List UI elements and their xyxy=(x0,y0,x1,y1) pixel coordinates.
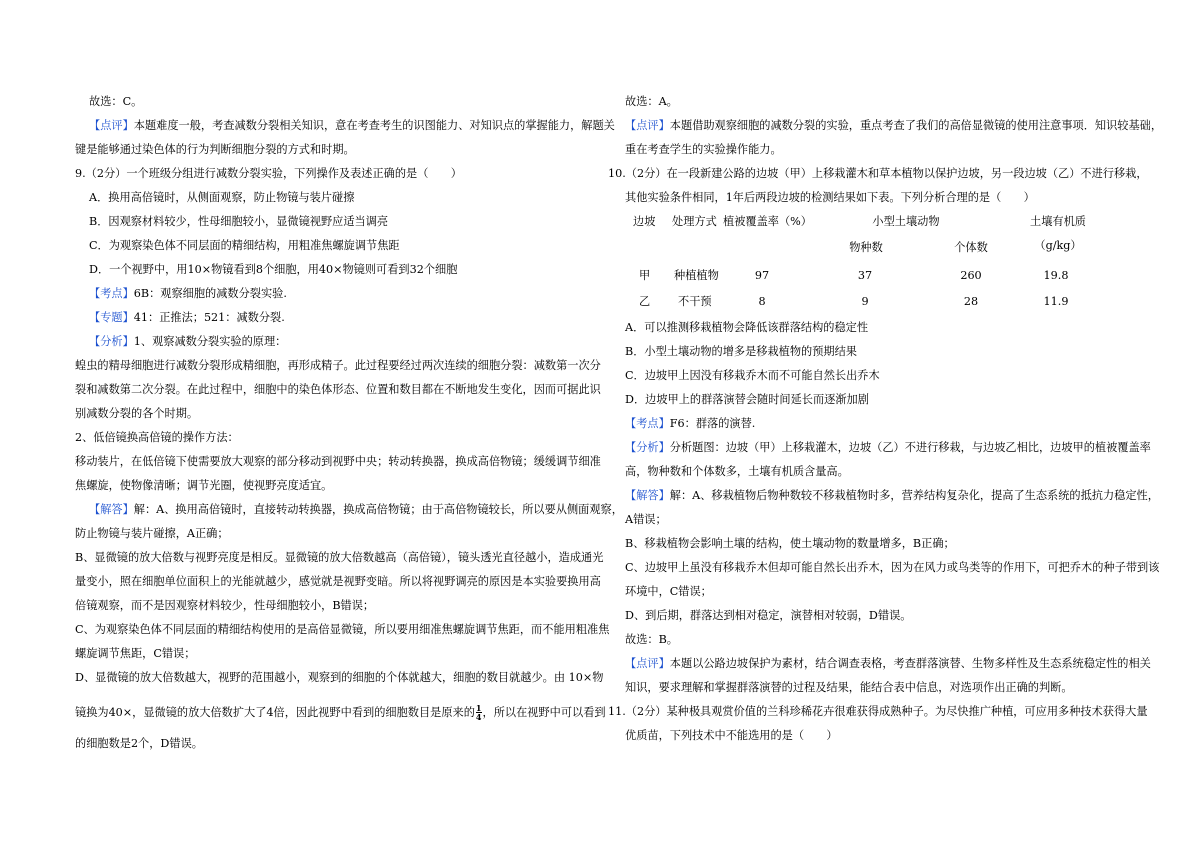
comment-tag: 【点评】 xyxy=(89,119,134,132)
comment-text: 本题借助观察细胞的减数分裂的实验，重点考查了我们的高倍显微镜的使用注意事项．知识较基础， xyxy=(669,119,1163,132)
table-row-1-method: 种植植物 xyxy=(674,269,719,282)
analysis-para-1: 高，物种数和个体数多，土壤有机质含量高。 xyxy=(625,465,849,478)
question-9-option-b: B．因观察材料较少，性母细胞较小，显微镜视野应适当调亮 xyxy=(89,215,389,228)
analysis-para-5: 移动装片，在低倍镜下使需要放大观察的部分移动到视野中央；转动转换器，换成高倍物镜；缓缓调节细准 xyxy=(75,455,601,468)
answer-line-2: 故选：B。 xyxy=(625,633,678,646)
question-11-stem-2: 优质苗，下列技术中不能选用的是（ ） xyxy=(625,729,838,742)
topic-tag: 【专题】 xyxy=(89,311,134,324)
comment-line-2: 键是能够通过染色体的行为判断细胞分裂的方式和时期。 xyxy=(75,143,355,156)
review-para-1: 知识，要求理解和掌握群落演替的过程及结果，能结合表中信息，对选项作出正确的判断。 xyxy=(625,681,1073,694)
question-9-stem: 9.（2分）一个班级分组进行减数分裂实验，下列操作及表述正确的是（ ） xyxy=(75,167,462,180)
question-10-option-a: A．可以推测移栽植物会降低该群落结构的稳定性 xyxy=(625,321,869,334)
answer-line: 故选：A。 xyxy=(625,95,678,108)
review-text: 本题以公路边坡保护为素材，结合调查表格，考查群落演替、生物多样性及生态系统稳定性的相关 xyxy=(669,657,1151,670)
solution-text: 解：A、换用高倍镜时，直接转动转换器，换成高倍物镜；由于高倍物镜较长，所以要从侧面观察， xyxy=(133,503,623,516)
analysis-text: 分析题图：边坡（甲）上移栽灌木，边坡（乙）不进行移栽，与边坡乙相比，边坡甲的植被覆盖率 xyxy=(669,441,1151,454)
knowledge-point-tag: 【考点】 xyxy=(625,417,670,430)
fraction-denominator: 4 xyxy=(475,712,482,722)
comment-line xyxy=(89,118,615,134)
comment-line-2: 重在考查学生的实验操作能力。 xyxy=(625,143,782,156)
comment-text: 本题难度一般，考查减数分裂相关知识，意在考查考生的识图能力、对知识点的掌握能力，解题关 xyxy=(133,119,615,132)
knowledge-point-line xyxy=(625,416,755,432)
knowledge-point-text: 6B：观察细胞的减数分裂实验. xyxy=(133,287,287,300)
solution-para-1: A错误； xyxy=(625,513,667,526)
solution-line xyxy=(89,502,623,518)
analysis-para-1: 蝗虫的精母细胞进行减数分裂形成精细胞，再形成精子。此过程要经过两次连续的细胞分裂：减数第一次分 xyxy=(75,359,601,372)
solution-para-3: C、边坡甲上虽没有移栽乔木但却可能自然长出乔木，因为在风力或鸟类等的作用下，可把乔木的种子带到该 xyxy=(625,561,1160,574)
question-10-stem: 10.（2分）在一段新建公路的边坡（甲）上移栽灌木和草本植物以保护边坡，另一段边坡（乙）不进行移栽， xyxy=(608,167,1148,180)
table-header-count: 个体数 xyxy=(954,241,988,254)
table-header-unit: （g/kg） xyxy=(1034,239,1082,252)
table-row-2-cover: 8 xyxy=(758,295,766,308)
solution-para-2: B、显微镜的放大倍数与视野亮度是相反。显微镜的放大倍数越高（高倍镜），镜头透光直径越小，造成通光 xyxy=(75,551,604,564)
comment-tag: 【点评】 xyxy=(625,119,670,132)
knowledge-point-tag: 【考点】 xyxy=(89,287,134,300)
solution-para-8a: 镜换为40×，显微镜的放大倍数扩大了4倍，因此视野中看到的细胞数目是原来的 xyxy=(75,706,475,719)
fraction-numerator: 1 xyxy=(475,703,482,713)
solution-para-1: 防止物镜与装片碰擦，A正确； xyxy=(75,527,229,540)
solution-para-5: C、为观察染色体不同层面的精细结构使用的是高倍显微镜，所以要用细准焦螺旋调节焦距，而不能用粗准焦 xyxy=(75,623,610,636)
solution-text: 解：A、移栽植物后物种数较不移栽植物时多，营养结构复杂化，提高了生态系统的抵抗力稳定性， xyxy=(669,489,1159,502)
solution-para-5: D、到后期，群落达到相对稳定，演替相对较弱，D错误。 xyxy=(625,609,912,622)
table-row-2-species: 9 xyxy=(861,295,869,308)
table-row-1-species: 37 xyxy=(857,269,873,282)
table-header-organic: 土壤有机质 xyxy=(1030,215,1086,228)
solution-tag: 【解答】 xyxy=(89,503,134,516)
table-header-slope: 边坡 xyxy=(633,215,656,228)
analysis-para-3: 别减数分裂的各个时期。 xyxy=(75,407,199,420)
solution-para-7: D、显微镜的放大倍数越大，视野的范围越小，观察到的细胞的个体就越大，细胞的数目就越少。由 10×物 xyxy=(75,671,604,684)
fraction-one-quarter xyxy=(476,704,482,721)
question-9-option-d: D．一个视野中，用10×物镜看到8个细胞，用40×物镜则可看到32个细胞 xyxy=(89,263,458,276)
table-row-2-count: 28 xyxy=(963,295,979,308)
analysis-para-6: 焦螺旋，使物像清晰；调节光圈，使视野亮度适宜。 xyxy=(75,479,333,492)
table-row-1-count: 260 xyxy=(960,269,982,282)
table-row-1-organic: 19.8 xyxy=(1043,269,1069,282)
analysis-text: 1、观察减数分裂实验的原理： xyxy=(133,335,287,348)
answer-line: 故选：C。 xyxy=(89,95,143,108)
question-10-option-c: C．边坡甲上因没有移栽乔木而不可能自然长出乔木 xyxy=(625,369,880,382)
question-9-option-c: C．为观察染色体不同层面的精细结构，用粗准焦螺旋调节焦距 xyxy=(89,239,400,252)
question-10-option-d: D．边坡甲上的群落演替会随时间延长而逐渐加剧 xyxy=(625,393,869,406)
solution-para-3: 量变小，照在细胞单位面积上的光能就越少，感觉就是视野变暗。所以将视野调亮的原因是本实验要换用高 xyxy=(75,575,601,588)
question-11-stem: 11.（2分）某种极具观赏价值的兰科珍稀花卉很难获得成熟种子。为尽快推广种植，可应用多种技术获得大量 xyxy=(608,705,1148,718)
solution-para-8b: ，所以在视野中可以看到 xyxy=(482,706,606,719)
solution-para-8 xyxy=(75,704,606,721)
analysis-line xyxy=(625,440,1151,456)
review-tag: 【点评】 xyxy=(625,657,670,670)
solution-line xyxy=(625,488,1159,504)
knowledge-point-line xyxy=(89,286,287,302)
table-header-animal: 小型土壤动物 xyxy=(872,215,940,228)
analysis-tag: 【分析】 xyxy=(625,441,670,454)
table-row-2-organic: 11.9 xyxy=(1043,295,1069,308)
analysis-para-2: 裂和减数第二次分裂。在此过程中，细胞中的染色体形态、位置和数目都在不断地发生变化，因而可据此识 xyxy=(75,383,601,396)
question-10-option-b: B．小型土壤动物的增多是移栽植物的预期结果 xyxy=(625,345,857,358)
table-header-species: 物种数 xyxy=(849,241,883,254)
review-line xyxy=(625,656,1151,672)
question-10-stem-2: 其他实验条件相同，1年后两段边坡的检测结果如下表。下列分析合理的是（ ） xyxy=(625,191,1035,204)
question-9-option-a: A．换用高倍镜时，从侧面观察，防止物镜与装片碰擦 xyxy=(89,191,355,204)
solution-para-9: 的细胞数是2个，D错误。 xyxy=(75,737,203,750)
table-header-method: 处理方式 xyxy=(672,215,717,228)
topic-text: 41：正推法；521：减数分裂. xyxy=(133,311,285,324)
table-header-cover: 植被覆盖率（%） xyxy=(723,215,812,228)
analysis-para-4: 2、低倍镜换高倍镜的操作方法： xyxy=(75,431,239,444)
solution-para-6: 螺旋调节焦距，C错误； xyxy=(75,647,196,660)
solution-para-4: 环境中，C错误； xyxy=(625,585,712,598)
table-row-1-cover: 97 xyxy=(754,269,770,282)
table-row-1-slope: 甲 xyxy=(639,269,651,282)
solution-tag: 【解答】 xyxy=(625,489,670,502)
solution-para-4: 倍镜观察，而不是因观察材料较少，性母细胞较小，B错误； xyxy=(75,599,375,612)
table-row-2-method: 不干预 xyxy=(678,295,712,308)
topic-line xyxy=(89,310,285,326)
solution-para-2: B、移栽植物会影响土壤的结构，使土壤动物的数量增多，B正确； xyxy=(625,537,955,550)
analysis-tag: 【分析】 xyxy=(89,335,134,348)
knowledge-point-text: F6：群落的演替. xyxy=(669,417,756,430)
analysis-line xyxy=(89,334,286,350)
table-row-2-slope: 乙 xyxy=(639,295,651,308)
